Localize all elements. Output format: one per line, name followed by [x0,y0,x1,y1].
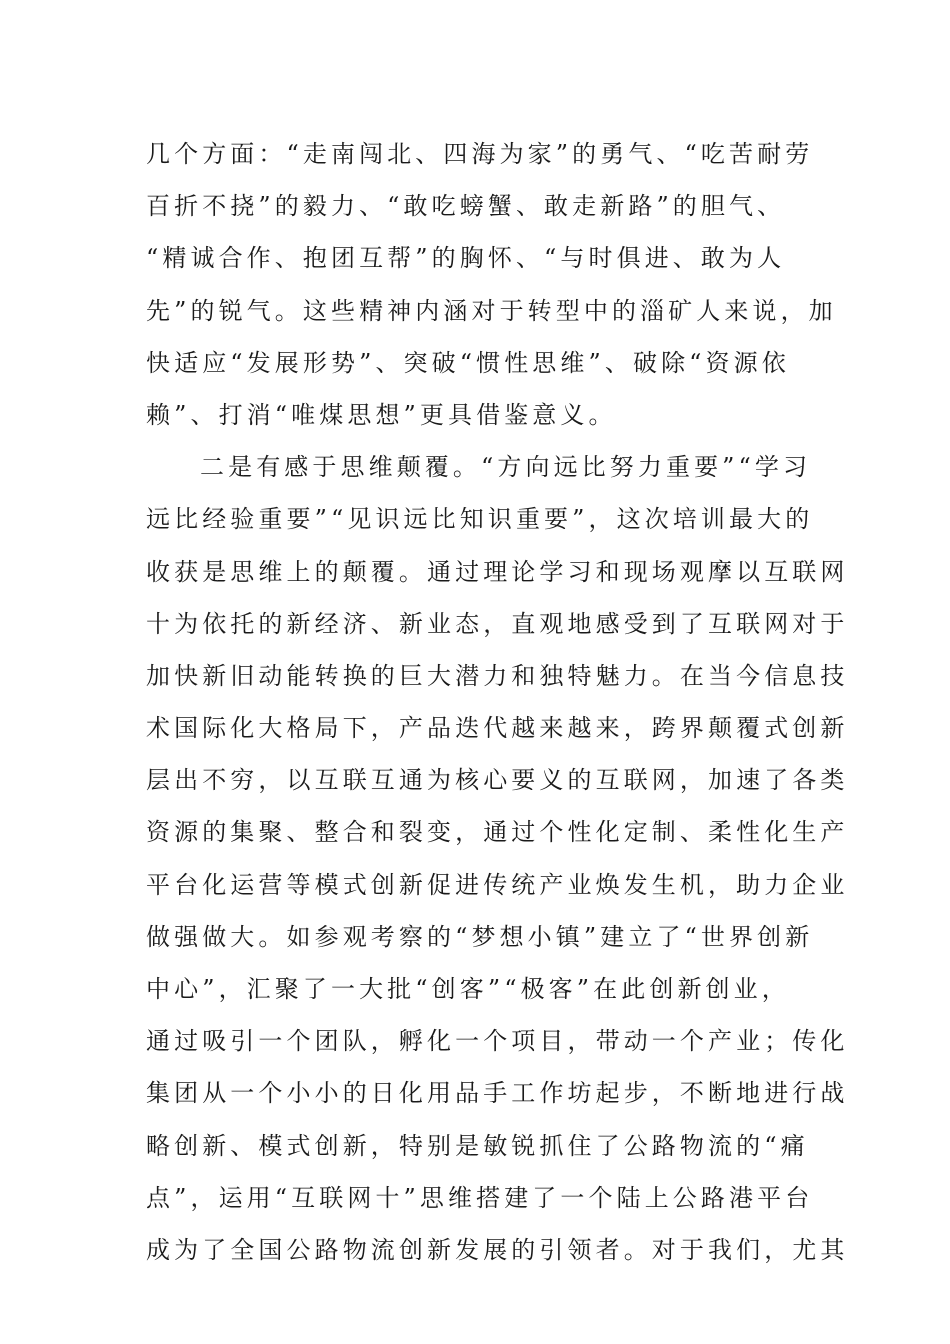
text-line: 略创新、模式创新，特别是敏锐抓住了公路物流的“痛 [146,1131,809,1160]
text-line: 百折不挠”的毅力、“敢吃螃蟹、敢走新路”的胆气、 [146,192,786,221]
text-line: 通过吸引一个团队，孵化一个项目，带动一个产业；传化 [146,1027,849,1056]
text-line: 做强做大。如参观考察的“梦想小镇”建立了“世界创新 [146,922,814,951]
text-line: 资源的集聚、整合和裂变，通过个性化定制、柔性化生产 [146,818,849,847]
body-text [146,128,849,1276]
text-line: 层出不穷，以互联互通为核心要义的互联网，加速了各类 [146,766,849,795]
text-line: 赖”、打消“唯煤思想”更具借鉴意义。 [146,400,617,429]
paragraph-1 [146,128,837,441]
text-line: 远比经验重要”“见识远比知识重要”，这次培训最大的 [146,505,814,534]
paragraph-2 [146,441,849,1276]
text-line: 收获是思维上的颠覆。通过理论学习和现场观摩以互联网 [146,557,849,586]
text-line: 术国际化大格局下，产品迭代越来越来，跨界颠覆式创新 [146,714,849,743]
text-line: “精诚合作、抱团互帮”的胸怀、“与时俱进、敢为人 [146,244,786,273]
text-line: 快适应“发展形势”、突破“惯性思维”、破除“资源依 [146,348,790,377]
text-line: 加快新旧动能转换的巨大潜力和独特魅力。在当今信息技 [146,661,849,690]
text-line: 成为了全国公路物流创新发展的引领者。对于我们，尤其 [146,1235,849,1264]
text-line: 几个方面：“走南闯北、四海为家”的勇气、“吃苦耐劳 [146,140,814,168]
text-line: 十为依托的新经济、新业态，直观地感受到了互联网对于 [146,609,849,638]
text-line: 二是有感于思维颠覆。“方向远比努力重要”“学习 [200,453,812,482]
text-line: 先”的锐气。这些精神内涵对于转型中的淄矿人来说，加 [146,296,837,325]
text-line: 点”，运用“互联网十”思维搭建了一个陆上公路港平台 [146,1183,814,1212]
text-line: 平台化运营等模式创新促进传统产业焕发生机，助力企业 [146,870,849,899]
text-line: 集团从一个小小的日化用品手工作坊起步，不断地进行战 [146,1079,849,1108]
text-line: 中心”，汇聚了一大批“创客”“极客”在此创新创业， [146,975,790,1003]
